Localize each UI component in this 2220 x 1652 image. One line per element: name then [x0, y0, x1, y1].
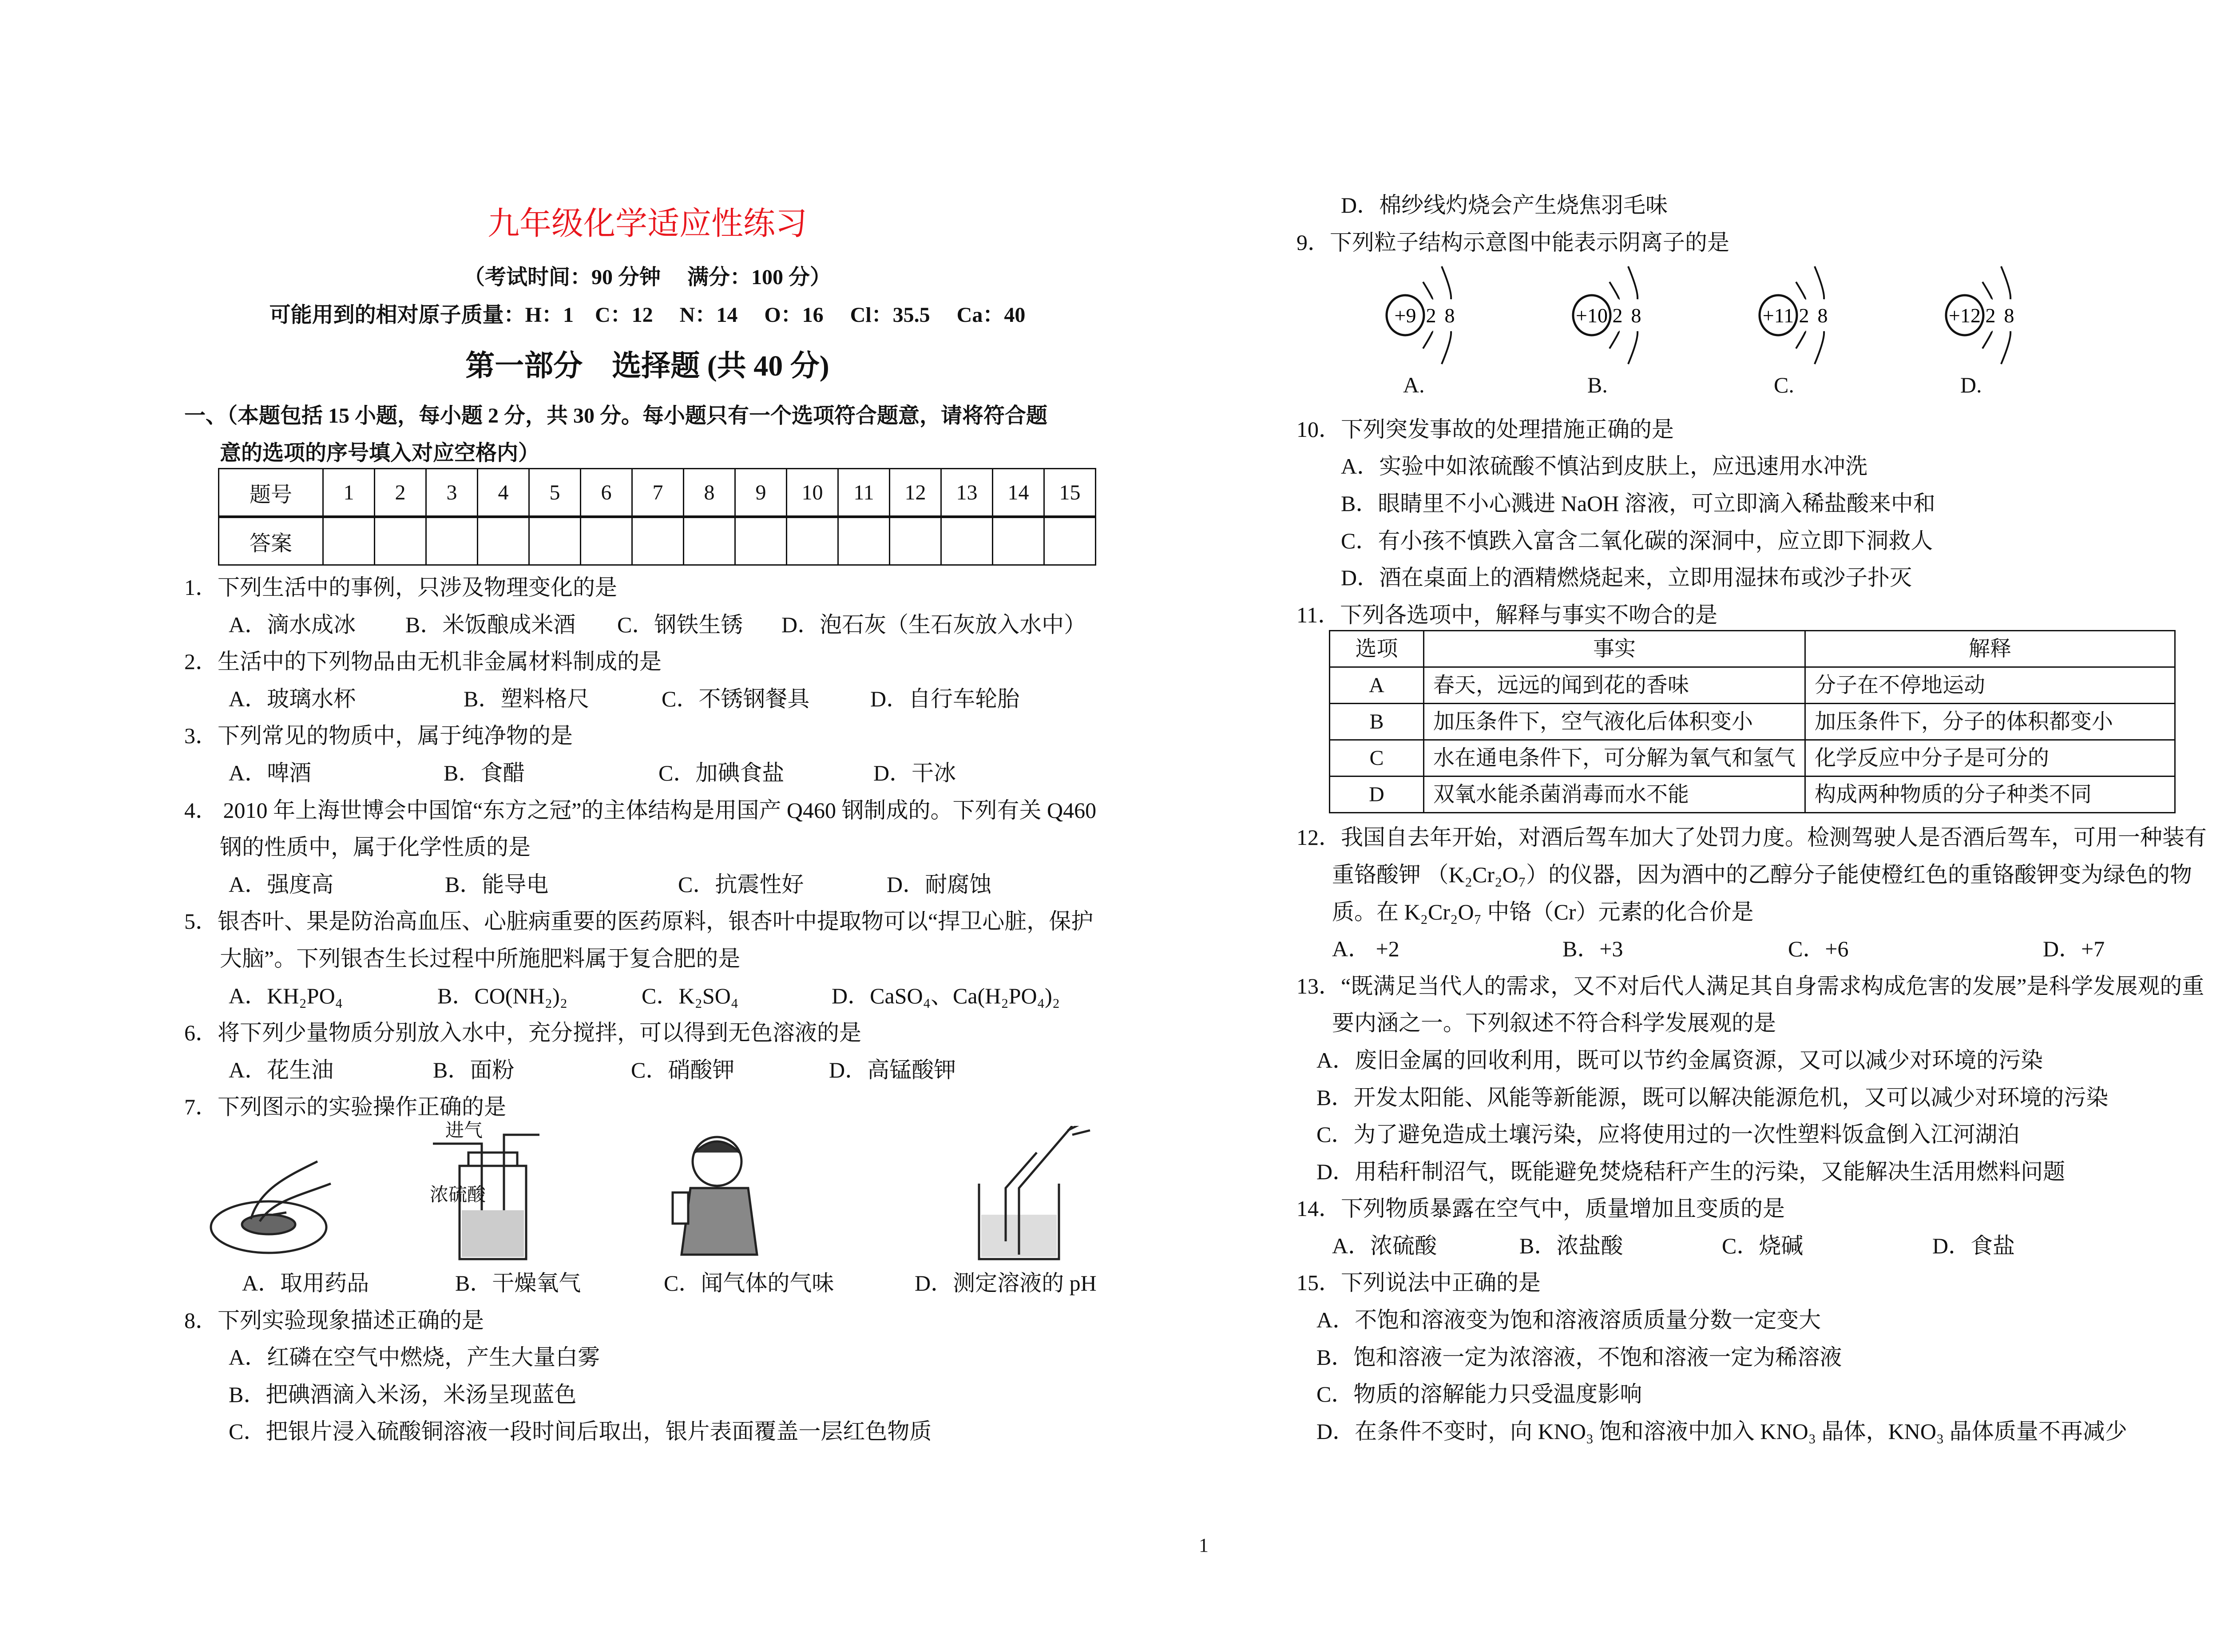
- options-row: [184, 606, 1126, 644]
- option-d: D．在条件不变时，向 KNO₃ 饱和溶液中加入 KNO₃ 晶体，KNO₃ 晶体质量不再减少: [1316, 1418, 2127, 1444]
- table-header-row: [1330, 631, 2175, 667]
- question-2: [184, 643, 1126, 717]
- answer-cell[interactable]: [941, 517, 993, 565]
- question-stem-text: 大脑”。下列银杏生长过程中所施肥料属于复合肥的是: [220, 946, 741, 971]
- question-stem-text: 生活中的下列物品由无机非金属材料制成的是: [218, 649, 662, 674]
- table-header-cell: 事实: [1424, 631, 1805, 667]
- question-stem-text: 下列粒子结构示意图中能表示阴离子的是: [1330, 230, 1729, 255]
- option-b: B．干燥氧气: [455, 1270, 581, 1295]
- question-number: 7．: [184, 1094, 218, 1120]
- question-stem-text: 重铬酸钾 （K₂Cr₂O₇）的仪器，因为酒中的乙醇分子能使橙红色的重铬酸钾变为绿色的物: [1332, 862, 2192, 887]
- question-stem-line: [184, 569, 1126, 606]
- section-instruction: [184, 397, 1047, 471]
- option-c: C．+6: [1788, 936, 1849, 962]
- option-b: B.: [1587, 372, 1608, 398]
- option-a: A．花生油: [229, 1057, 334, 1082]
- question-stem-text: 将下列少量物质分别放入水中，充分搅拌，可以得到无色溶液的是: [218, 1020, 861, 1046]
- option-d: D．棉纱线灼烧会产生烧焦羽毛味: [1341, 193, 1668, 218]
- question-stem-line: [184, 829, 1126, 866]
- table-cell: D: [1330, 776, 1424, 813]
- beaker-ph-illustration: [535, 1126, 1090, 1259]
- option-b: B．把碘酒滴入米汤，米汤呈现蓝色: [229, 1382, 577, 1407]
- question-stem-text: “既满足当代人的需求，又不对后代人满足其自身需求构成危害的发展”是科学发展观的重: [1341, 973, 2204, 998]
- atom-diagram-c: [1760, 266, 1828, 364]
- question-stem-text: 下列实验现象描述正确的是: [218, 1307, 484, 1333]
- options-row: [1296, 1228, 2220, 1265]
- question-number-cell: 3: [426, 469, 478, 517]
- shell-electrons: 2: [1426, 304, 1436, 327]
- hand-dish-illustration: [211, 1161, 331, 1253]
- question-5: [184, 903, 1126, 1014]
- question-stem-text: 我国自去年开始，对酒后驾车加大了处罚力度。检测驾驶人是否酒后驾车，可用一种装有: [1341, 825, 2207, 850]
- atom-diagram-b: [1573, 266, 1641, 364]
- experiment-figures: [184, 1126, 1117, 1265]
- option-a: A．取用药品: [242, 1270, 369, 1295]
- option-d: D．+7: [2043, 936, 2105, 962]
- table-header-cell: 选项: [1330, 631, 1424, 667]
- question-stem-text: 下列物质暴露在空气中，质量增加且变质的是: [1341, 1196, 1785, 1221]
- answer-cell[interactable]: [632, 517, 684, 565]
- option-a: A.: [1403, 372, 1425, 398]
- table-row: [1330, 667, 2175, 704]
- option-d: D．食盐: [1932, 1233, 2015, 1258]
- question-stem-text: 银杏叶、果是防治高血压、心脏病重要的医药原料，银杏叶中提取物可以“捍卫心脏，保护: [218, 909, 1094, 934]
- option-b: B．+3: [1562, 936, 1623, 962]
- answer-grid-number-row: [219, 469, 1096, 517]
- question-stem-line: [1296, 1190, 2220, 1228]
- part-title: 第一部分 选择题 (共 40 分): [465, 350, 829, 382]
- question-1: [184, 569, 1126, 643]
- figure-row: [184, 1120, 1126, 1265]
- nucleus-charge: +10: [1576, 304, 1608, 327]
- question-stem-line: [1296, 597, 2220, 634]
- question-number-cell: 5: [529, 469, 581, 517]
- question-number: 8．: [184, 1307, 218, 1333]
- question-number-cell: 2: [375, 469, 426, 517]
- atom-diagram-d: [1946, 266, 2014, 364]
- table-cell: 春天，远远的闻到花的香味: [1424, 667, 1805, 704]
- question-stem-line: [184, 792, 1126, 829]
- question-15: [1296, 1264, 2220, 1450]
- shell-electrons: 8: [2004, 304, 2014, 327]
- question-14: [1296, 1190, 2220, 1264]
- question-stem-line: [184, 1089, 1126, 1126]
- table-cell: 化学反应中分子是可分的: [1805, 740, 2175, 776]
- atom-diagrams: [1296, 264, 2220, 367]
- option-c: C．为了避免造成土壤污染，应将使用过的一次性塑料饭盒倒入江河湖泊: [1316, 1122, 2020, 1147]
- option-a: A．玻璃水杯: [229, 686, 356, 711]
- question-number: 15．: [1296, 1270, 1341, 1295]
- answer-cell[interactable]: [735, 517, 787, 565]
- question-stem-line: [184, 903, 1126, 940]
- options-row: [1296, 931, 2220, 968]
- option-a: A．滴水成冰: [229, 612, 356, 637]
- option-d: D．干冰: [873, 760, 956, 785]
- question-10: [1296, 411, 2220, 597]
- question-number-cell: 4: [478, 469, 529, 517]
- answer-cell[interactable]: [838, 517, 890, 565]
- question-number-cell: 14: [993, 469, 1044, 517]
- atom-labels: [1296, 367, 2220, 404]
- option-a: A．废旧金属的回收利用，既可以节约金属资源，又可以减少对环境的污染: [1316, 1047, 2043, 1073]
- option-d: D．酒在桌面上的酒精燃烧起来，立即用湿抹布或沙子扑灭: [1341, 565, 1912, 590]
- table-row: [1330, 704, 2175, 740]
- question-stem-line: [1296, 224, 2220, 261]
- option-b: B．食醋: [444, 760, 525, 785]
- option-a: A．KH₂PO₄: [229, 983, 343, 1008]
- table-cell: 分子在不停地运动: [1805, 667, 2175, 704]
- question-stem-line: [184, 717, 1126, 755]
- child-smelling-illustration: [673, 1137, 757, 1255]
- shell-electrons: 2: [1985, 304, 1996, 327]
- question-number: 10．: [1296, 416, 1341, 442]
- nucleus-charge: +11: [1762, 304, 1794, 327]
- answer-cell[interactable]: [581, 517, 632, 565]
- answer-label: 答案: [219, 517, 323, 565]
- table-cell: C: [1330, 740, 1424, 776]
- question-number-cell: 13: [941, 469, 993, 517]
- option-c: C．烧碱: [1722, 1233, 1804, 1258]
- gas-inlet-label: 进气: [445, 1120, 483, 1141]
- question-stem-line: [1296, 819, 2220, 856]
- option-d: D．耐腐蚀: [887, 872, 992, 897]
- atom-diagram-a: [1387, 266, 1455, 364]
- question-number-cell: 9: [735, 469, 787, 517]
- question-stem-line: [184, 643, 1126, 681]
- question-7: [184, 1089, 1126, 1302]
- table-cell: A: [1330, 667, 1424, 704]
- question-number-cell: 1: [323, 469, 375, 517]
- left-column: [184, 569, 1126, 1450]
- option-a: A．不饱和溶液变为饱和溶液溶质质量分数一定变大: [1316, 1307, 1821, 1333]
- number-label: 题号: [219, 469, 323, 517]
- options-row: [184, 866, 1126, 903]
- option-b: B．能导电: [445, 872, 549, 897]
- table-cell: 构成两种物质的分子种类不同: [1805, 776, 2175, 813]
- option-b: B．饱和溶液一定为浓溶液，不饱和溶液一定为稀溶液: [1316, 1344, 1842, 1370]
- question-number: 5．: [184, 909, 218, 934]
- option-c: C．钢铁生锈: [617, 612, 743, 637]
- option-c: C.: [1774, 372, 1794, 398]
- question-number: 1．: [184, 575, 218, 600]
- option-b: B．浓盐酸: [1519, 1233, 1623, 1258]
- answer-cell[interactable]: [426, 517, 478, 565]
- instruction-line: 意的选项的序号填入对应空格内）: [220, 441, 540, 465]
- question-9: [1296, 224, 2220, 404]
- option-b: B．眼睛里不小心溅进 NaOH 溶液，可立即滴入稀盐酸来中和: [1341, 491, 1935, 516]
- table-cell: 加压条件下，空气液化后体积变小: [1424, 704, 1805, 740]
- option-c: C．闻气体的气味: [664, 1270, 834, 1295]
- question-stem-text: 要内涵之一。下列叙述不符合科学发展观的是: [1332, 1010, 1776, 1036]
- question-number: 2．: [184, 649, 218, 674]
- options-row: [184, 681, 1126, 718]
- option-d: D.: [1960, 372, 1982, 398]
- nucleus-charge: +12: [1949, 304, 1981, 327]
- answer-cell[interactable]: [993, 517, 1044, 565]
- question-stem-line: [1296, 856, 2220, 894]
- shell-electrons: 8: [1631, 304, 1641, 327]
- option-a: A．实验中如浓硫酸不慎沾到皮肤上，应迅速用水冲洗: [1341, 454, 1868, 479]
- question-stem-line: [1296, 411, 2220, 448]
- question-number-cell: 6: [581, 469, 632, 517]
- option-b: B．米饭酿成米酒: [405, 612, 576, 637]
- shell-electrons: 2: [1799, 304, 1809, 327]
- answer-grid-answer-row: [219, 517, 1096, 565]
- question-number-cell: 7: [632, 469, 684, 517]
- instruction-line: 一、（本题包括 15 小题，每小题 2 分，共 30 分。每小题只有一个选项符合题意，请将符合题: [184, 404, 1048, 428]
- explanation-table: [1329, 630, 2176, 813]
- question-stem-line: [184, 940, 1126, 978]
- table-row: [1330, 776, 2175, 813]
- question-number: 9．: [1296, 230, 1330, 255]
- option-c: C．抗震性好: [678, 872, 804, 897]
- question-number-cell: 8: [684, 469, 735, 517]
- option-d: D．高锰酸钾: [829, 1057, 956, 1082]
- answer-cell[interactable]: [787, 517, 838, 565]
- exam-info: （考试时间：90 分钟 满分：100 分）: [463, 265, 831, 289]
- option-d: D．自行车轮胎: [870, 686, 1020, 711]
- question-stem-line: [1296, 968, 2220, 1005]
- question-stem-text: 下列各选项中，解释与事实不吻合的是: [1340, 602, 1718, 627]
- shell-electrons: 2: [1612, 304, 1623, 327]
- answer-grid: [218, 468, 1096, 566]
- concentrated-acid-label: 浓硫酸: [430, 1185, 486, 1205]
- question-6: [184, 1014, 1126, 1089]
- option-d: D．测定溶液的 pH: [915, 1270, 1097, 1295]
- shell-electrons: 8: [1817, 304, 1828, 327]
- particle-structure-diagrams: [1296, 264, 2220, 367]
- question-number-cell: 11: [838, 469, 890, 517]
- question-stem-line: [1296, 1005, 2220, 1042]
- nucleus-charge: +9: [1394, 304, 1416, 327]
- question-3: [184, 717, 1126, 792]
- option-c: C．硝酸钾: [631, 1057, 735, 1082]
- question-stem-line: [1296, 894, 2220, 931]
- question-stem-text: 质。在 K₂Cr₂O₇ 中铬（Cr）元素的化合价是: [1332, 899, 1754, 924]
- question-number: 11．: [1296, 602, 1340, 627]
- table-cell: 双氧水能杀菌消毒而水不能: [1424, 776, 1805, 813]
- question-stem-text: 下列图示的实验操作正确的是: [218, 1094, 506, 1120]
- question-stem-text: 下列突发事故的处理措施正确的是: [1341, 416, 1674, 442]
- answer-cell[interactable]: [375, 517, 426, 565]
- option-d: D．泡石灰（生石灰放入水中）: [781, 612, 1086, 637]
- question-number: 14．: [1296, 1196, 1341, 1221]
- question-stem-text: 2010 年上海世博会中国馆“东方之冠”的主体结构是用国产 Q460 钢制成的。下列有关 Q460: [218, 797, 1097, 823]
- option-d: D．用秸秆制沼气，既能避免焚烧秸秆产生的污染，又能解决生活用燃料问题: [1316, 1159, 2065, 1184]
- option-a: A．浓硫酸: [1332, 1233, 1437, 1258]
- question-number: 3．: [184, 723, 218, 749]
- question-stem-text: 钢的性质中，属于化学性质的是: [220, 835, 531, 860]
- atomic-masses: 可能用到的相对原子质量：H：1 C：12 N：14 O：16 Cl：35.5 Ca：40: [269, 303, 1026, 327]
- question-stem-line: [1296, 1264, 2220, 1302]
- options-row: [184, 978, 1126, 1015]
- option-c: C．物质的溶解能力只受温度影响: [1316, 1382, 1642, 1407]
- question-stem-line: [184, 1014, 1126, 1052]
- option-c: C．不锈钢餐具: [662, 686, 810, 711]
- options-row: [184, 1052, 1126, 1089]
- table-cell: 水在通电条件下，可分解为氧气和氢气: [1424, 740, 1805, 776]
- shell-electrons: 8: [1444, 304, 1455, 327]
- question-13: [1296, 968, 2220, 1191]
- option-c: C．有小孩不慎跌入富含二氧化碳的深洞中，应立即下洞救人: [1341, 528, 1933, 553]
- question-11: [1296, 597, 2220, 814]
- option-a: A．红磷在空气中燃烧，产生大量白雾: [229, 1345, 600, 1370]
- question-stem-line: [184, 1302, 1126, 1339]
- option-c: C．加碘食盐: [658, 760, 785, 785]
- question-4: [184, 792, 1126, 903]
- option-b: B．塑料格尺: [464, 686, 590, 711]
- question-number: 6．: [184, 1020, 218, 1046]
- answer-cell[interactable]: [478, 517, 529, 565]
- question-number-cell: 12: [890, 469, 941, 517]
- answer-cell[interactable]: [323, 517, 375, 565]
- answer-cell[interactable]: [529, 517, 581, 565]
- question-12: [1296, 819, 2220, 967]
- table-header-cell: 解释: [1805, 631, 2175, 667]
- option-b: B．面粉: [433, 1057, 515, 1082]
- option-b: B．开发太阳能、风能等新能源，既可以解决能源危机，又可以减少对环境的污染: [1316, 1085, 2109, 1110]
- option-b: B．CO(NH₂)₂: [437, 983, 568, 1008]
- question-number-cell: 15: [1044, 469, 1096, 517]
- question-stem-text: 下列常见的物质中，属于纯净物的是: [218, 723, 573, 749]
- document-title: 九年级化学适应性练习: [487, 206, 807, 242]
- option-a: A．啤酒: [229, 760, 312, 785]
- right-column: [1296, 187, 2220, 1450]
- answer-cell[interactable]: [1044, 517, 1096, 565]
- question-number: 12．: [1296, 825, 1341, 850]
- option-d: D．CaSO₄、Ca(H₂PO₄)₂: [832, 983, 1060, 1008]
- question-8: [184, 1302, 1126, 1450]
- option-a: A． +2: [1332, 936, 1399, 962]
- option-a: A．强度高: [229, 872, 334, 897]
- question-number-cell: 10: [787, 469, 838, 517]
- options-row: [184, 755, 1126, 792]
- question-number: 13．: [1296, 973, 1341, 998]
- table-cell: B: [1330, 704, 1424, 740]
- question-stem-text: 下列说法中正确的是: [1341, 1270, 1541, 1295]
- question-stem-text: 下列生活中的事例，只涉及物理变化的是: [218, 575, 617, 600]
- option-c: C．K₂SO₄: [642, 983, 739, 1008]
- table-cell: 加压条件下，分子的体积都变小: [1805, 704, 2175, 740]
- answer-cell[interactable]: [890, 517, 941, 565]
- question-number: 4．: [184, 797, 218, 823]
- answer-cell[interactable]: [684, 517, 735, 565]
- options-row: [184, 1265, 1126, 1302]
- option-c: C．把银片浸入硫酸铜溶液一段时间后取出，银片表面覆盖一层红色物质: [229, 1419, 932, 1444]
- page-number: 1: [1199, 1534, 1209, 1556]
- table-row: [1330, 740, 2175, 776]
